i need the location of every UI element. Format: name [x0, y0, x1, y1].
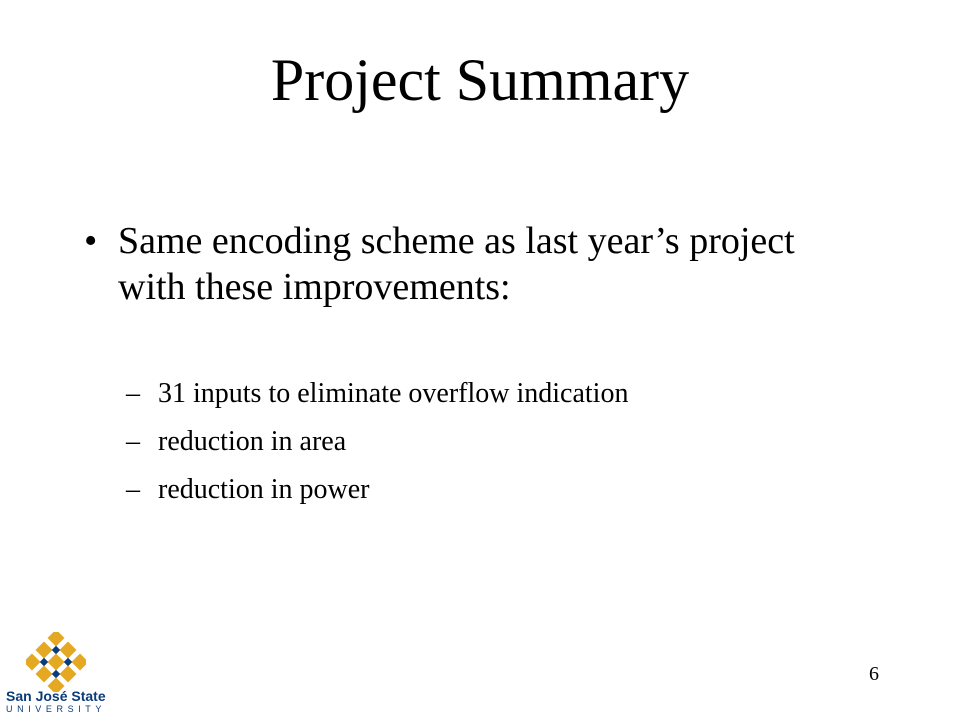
sub-item-text: reduction in power — [158, 474, 370, 505]
main-bullet — [84, 218, 804, 310]
sub-item — [126, 377, 826, 411]
logo-name: San José State — [6, 688, 106, 704]
main-bullet-text: Same encoding scheme as last year’s project with these improvements: — [118, 220, 795, 308]
dash-icon: – — [126, 378, 140, 409]
sub-item — [126, 425, 826, 459]
sub-item-text: reduction in area — [158, 426, 347, 457]
sub-item-text: 31 inputs to eliminate overflow indication — [158, 378, 629, 409]
dash-icon: – — [126, 474, 140, 505]
slide-title: Project Summary — [270, 47, 690, 113]
dash-icon: – — [126, 426, 140, 457]
logo-subtitle: UNIVERSITY — [6, 704, 107, 714]
sub-item — [126, 473, 826, 507]
sjsu-emblem-icon — [26, 632, 86, 692]
page-number: 6 — [869, 663, 879, 685]
bullet-icon: • — [84, 220, 98, 262]
university-logo — [4, 632, 108, 718]
